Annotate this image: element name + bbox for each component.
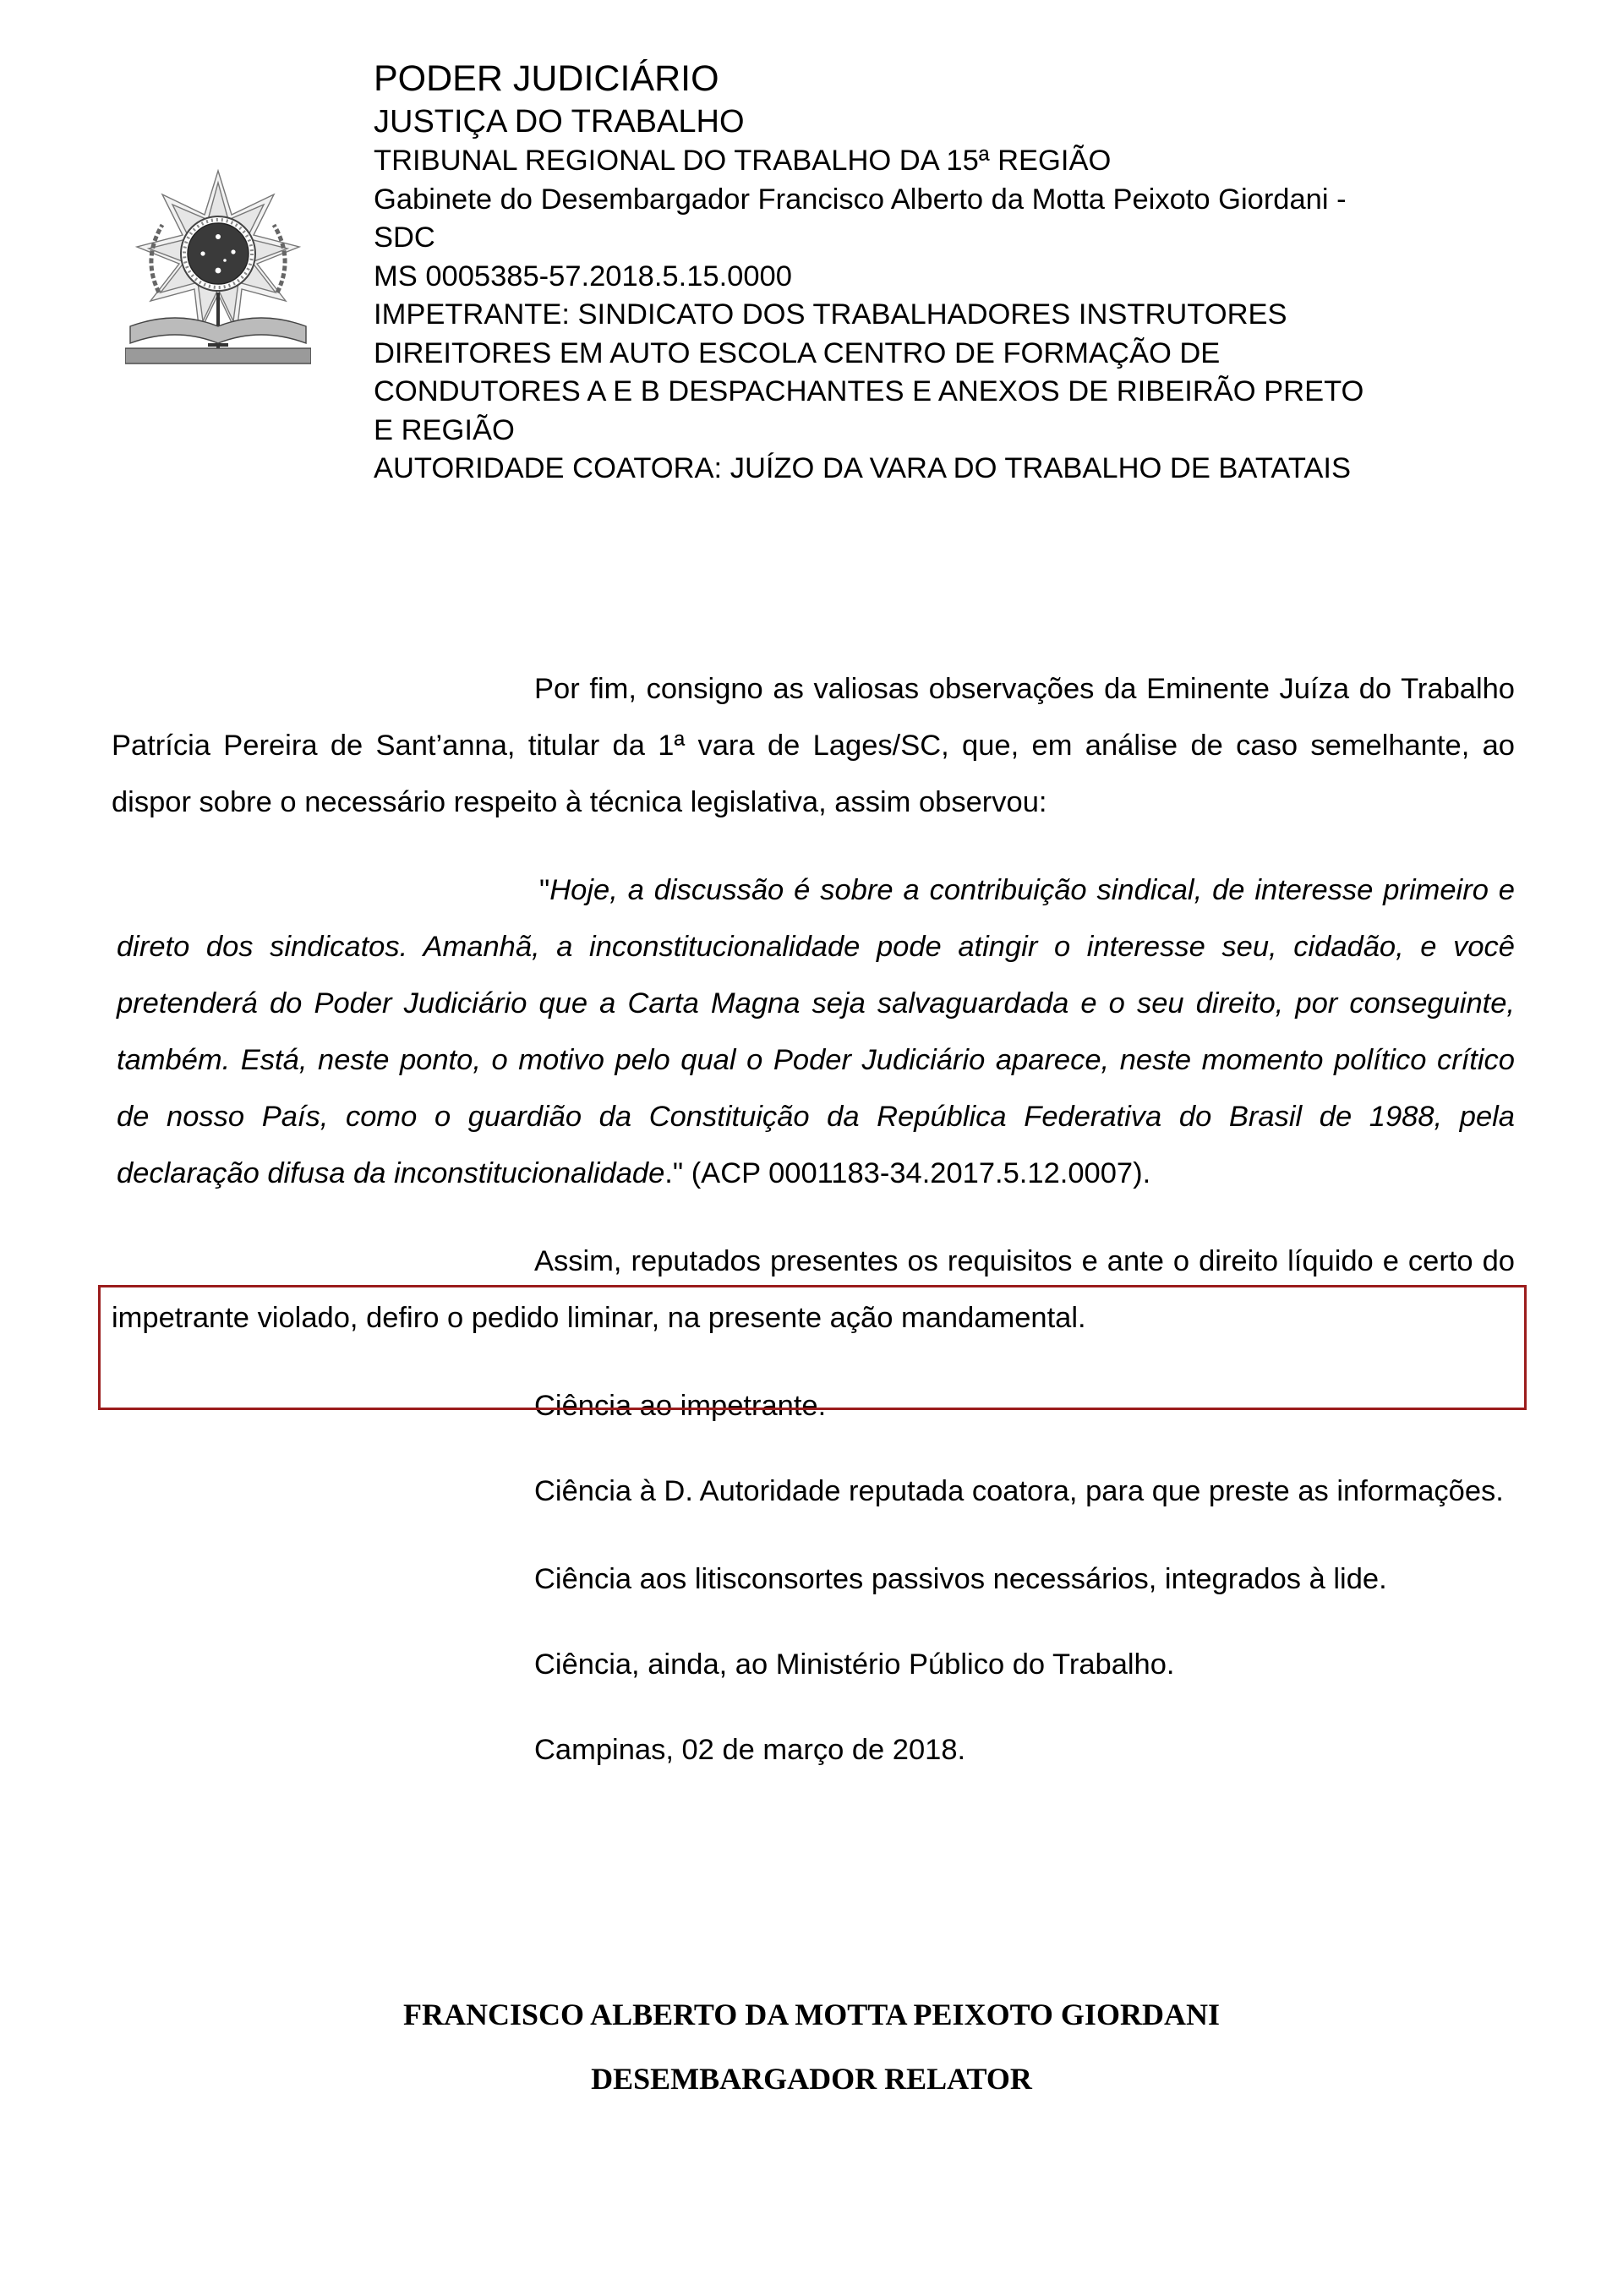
paragraph-notice-authority: Ciência à D. Autoridade reputada coatora, para que preste as informações. [534,1475,1504,1507]
paragraph-intro: Por fim, consigno as valiosas observações da Eminente Juíza do Trabalho Patrícia Pereira de Sant’anna, titular da 1ª vara de Lages/SC, que, em análise de caso semelhante, ao dispor sobre o necessário respeito à técnica legislativa, assim observou: [112,673,1515,818]
header-office: Gabinete do Desembargador Francisco Alberto da Motta Peixoto Giordani - [374,183,1347,216]
header-petitioner-line2: DIREITORES EM AUTO ESCOLA CENTRO DE FORMAÇÃO DE [374,336,1221,369]
quote-open-mark: " [539,874,550,906]
signature-name: FRANCISCO ALBERTO DA MOTTA PEIXOTO GIORDANI [403,1998,1220,2031]
coat-of-arms-emblem [125,166,311,370]
header-petitioner-line4: E REGIÃO [374,413,515,446]
header-court-power: PODER JUDICIÁRIO [374,58,719,99]
paragraph-decision: Assim, reputados presentes os requisitos e ante o direito líquido e certo do impetrante violado, defiro o pedido liminar, na presente ação mandamental. [112,1245,1515,1334]
header-petitioner-line1: IMPETRANTE: SINDICATO DOS TRABALHADORES INSTRUTORES [374,298,1287,331]
document-body [112,661,1515,1810]
paragraph-notice-petitioner: Ciência ao impetrante. [534,1390,827,1422]
header-coercive-authority: AUTORIDADE COATORA: JUÍZO DA VARA DO TRABALHO DE BATATAIS [374,452,1351,484]
decision-highlight-box [98,1285,1527,1410]
paragraph-notice-prosecutor: Ciência, ainda, ao Ministério Público do Trabalho. [534,1648,1175,1681]
header-labor-justice: JUSTIÇA DO TRABALHO [374,104,745,139]
paragraph-quote [117,862,1515,1202]
paragraph-notice-litisconsorts: Ciência aos litisconsortes passivos necessários, integrados à lide. [534,1563,1387,1595]
header-tribunal: TRIBUNAL REGIONAL DO TRABALHO DA 15ª REGIÃO [374,145,1112,177]
paragraph-date: Campinas, 02 de março de 2018. [534,1734,966,1766]
document-header [374,56,1498,489]
header-petitioner-line3: CONDUTORES A E B DESPACHANTES E ANEXOS DE RIBEIRÃO PRETO [374,375,1364,407]
header-case-number: MS 0005385-57.2018.5.15.0000 [374,260,792,292]
quote-text: Hoje, a discussão é sobre a contribuição sindical, de interesse primeiro e direto dos sindicatos. Amanhã, a inconstitucionalidade pode atingir o interesse seu, cidadão, e você pretenderá do Poder Judiciário que a Carta Magna seja salvaguardada e o seu direito, por conseguinte, também. Está, neste ponto, o motivo pelo qual o Poder Judiciário aparece, neste momento político crítico de nosso País, como o guardião da Constituição da República Federativa do Brasil de 1988, pela declaração difusa da inconstitucionalidade [117,874,1515,1189]
quote-citation: ." (ACP 0001183-34.2017.5.12.0007). [664,1157,1151,1189]
header-office-sdc: SDC [374,221,435,254]
signature-title: DESEMBARGADOR RELATOR [591,2062,1032,2096]
